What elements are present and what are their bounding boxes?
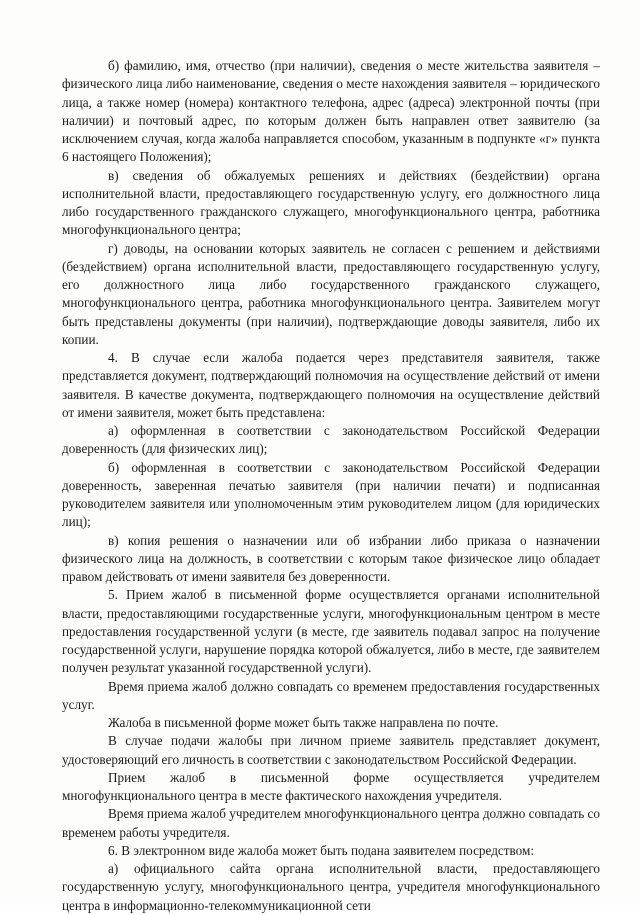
paragraph-founder-hours: Время приема жалоб учредителем многофункционального центра должно совпадать со временем работы учредителя. xyxy=(62,806,600,840)
document-body xyxy=(62,57,600,915)
paragraph-v-appealed-decisions: в) сведения об обжалуемых решениях и действиях (бездействии) органа исполнительной власти, предоставляющего государственную услугу, его должностного лица либо государственного гражданского служащего, многофункционального центра, работника многофункционального центра; xyxy=(62,167,600,238)
paragraph-by-mail: Жалоба в письменной форме может быть также направлена по почте. xyxy=(108,715,499,730)
paragraph-g-arguments: г) доводы, на основании которых заявитель не согласен с решением и действиями (бездействием) органа исполнительной власти, предоставляющего государственную услугу, его должностного лица либо государственного гражданского служащего, многофункционального центра, работника многофункционального центра. Заявителем могут быть представлены документы (при наличии), подтверждающие доводы заявителя, либо их копии. xyxy=(62,240,600,347)
paragraph-4-representative: 4. В случае если жалоба подается через представителя заявителя, также представляется документ, подтверждающий полномочия на осуществление действий от имени заявителя. В качестве документа, подтверждающего полномочия на осуществление действий от имени заявителя, может быть представлена: xyxy=(62,350,600,420)
paragraph-personal-reception: В случае подачи жалобы при личном приеме заявитель представляет документ, удостоверяющий его личность в соответствии с законодательством Российской Федерации. xyxy=(62,733,600,767)
paragraph-4v-appointment-copy: в) копия решения о назначении или об избрании либо приказа о назначении физического лица на должность, в соответствии с которым такое физическое лицо обладает правом действовать от имени заявителя без доверенности. xyxy=(62,532,600,584)
paragraph-4a-power-of-attorney-individuals: а) оформленная в соответствии с законодательством Российской Федерации доверенность (для физических лиц); xyxy=(62,423,600,457)
paragraph-founder-reception: Прием жалоб в письменной форме осуществляется учредителем многофункционального центра в месте фактического нахождения учредителя. xyxy=(62,769,600,803)
paragraph-5-written-complaints: 5. Прием жалоб в письменной форме осуществляется органами исполнительной власти, предоставляющими государственные услуги, многофункциональным центром в месте предоставления государственной услуги (в месте, где заявитель подавал запрос на получение государственной услуги, нарушение порядка которой обжалуется, либо в месте, где заявителем получен результат указанной государственной услуги). xyxy=(62,587,600,676)
paragraph-4b-power-of-attorney-legal-entities: б) оформленная в соответствии с законодательством Российской Федерации доверенность, заверенная печатью заявителя (при наличии печати) и подписанная руководителем заявителя или уполномоченным этим руководителем лицом (для юридических лиц); xyxy=(62,459,600,530)
paragraph-reception-time: Время приема жалоб должно совпадать со временем предоставления государственных услуг. xyxy=(62,678,600,712)
paragraph-b-applicant-name: б) фамилию, имя, отчество (при наличии), сведения о месте жительства заявителя – физического лица либо наименование, сведения о месте нахождения заявителя – юридического лица, а также номер (номера) контактного телефона, адрес (адреса) электронной почты (при наличии) и почтовый адрес, по которым должен быть направлен ответ заявителю (за исключением случая, когда жалоба направляется способом, указанным в подпункте «г» пункта 6 настоящего Положения); xyxy=(62,58,600,165)
paragraph-6-electronic: 6. В электронном виде жалоба может быть подана заявителем посредством: xyxy=(108,842,535,858)
paragraph-6a-official-site: а) официального сайта органа исполнительной власти, предоставляющего государственную услугу, многофункционального центра, учредителя многофункционального центра в информационно-телекоммуникационной сети xyxy=(62,861,600,913)
